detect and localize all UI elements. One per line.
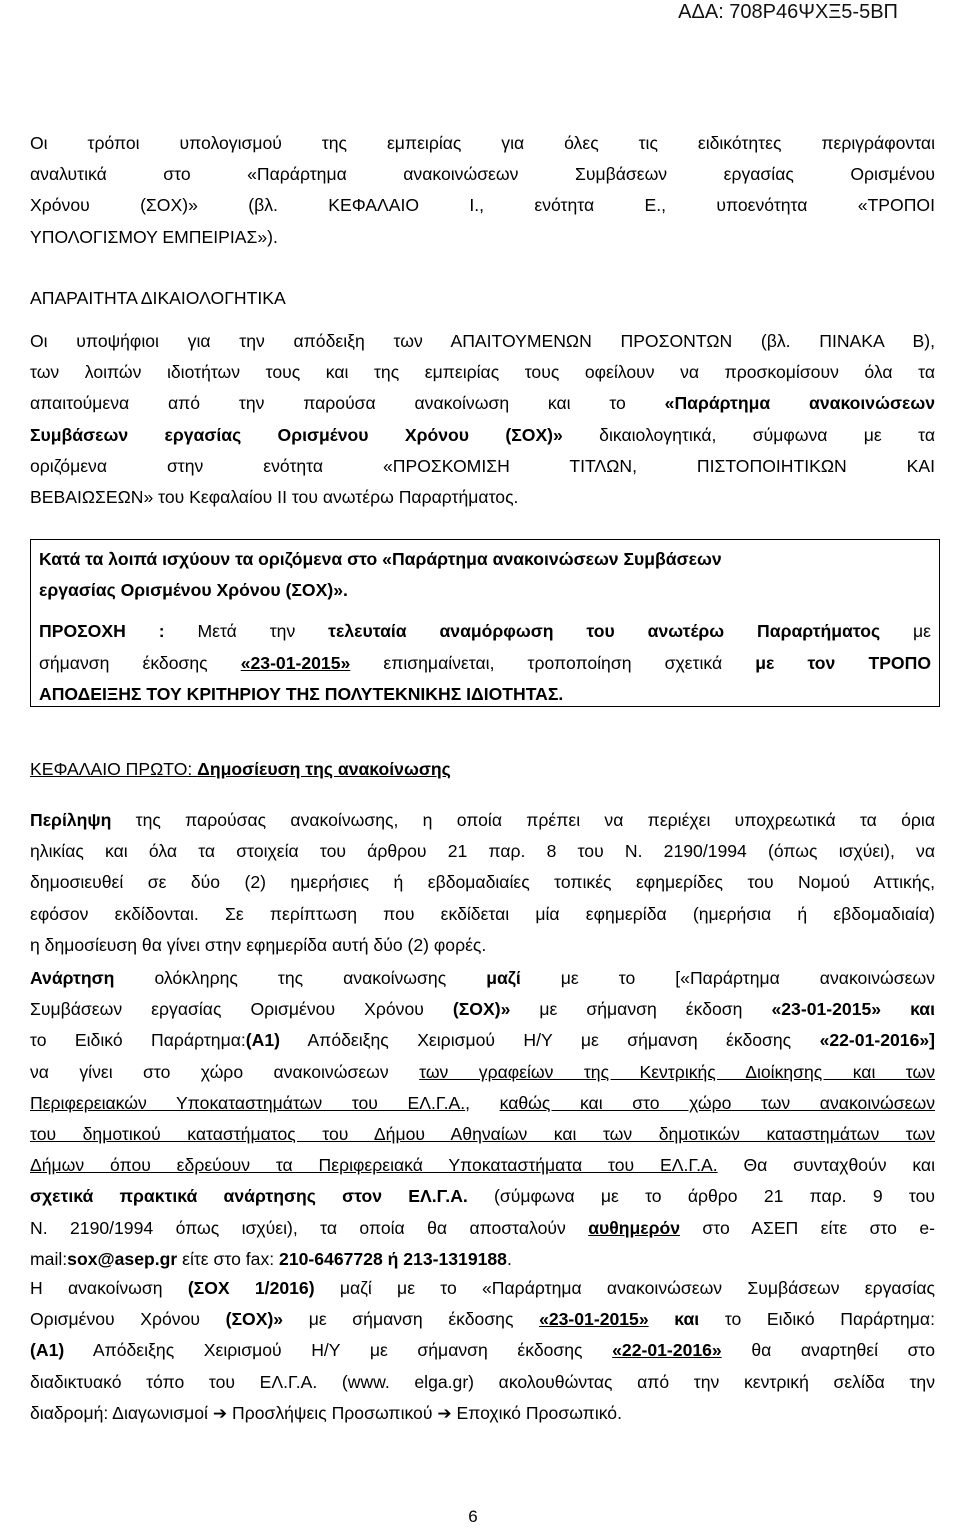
- version-date: «22-01-2016»: [612, 1340, 722, 1361]
- text-line: ηλικίας και όλα τα στοιχεία του άρθρου 21 παρ. 8 του Ν. 2190/1994 (όπως ισχύει), να: [30, 841, 935, 862]
- text-line: Χρόνου (ΣΟΧ)» (βλ. ΚΕΦΑΛΑΙΟ Ι., ενότητα Ε., υποενότητα «ΤΡΟΠΟΙ: [30, 195, 935, 216]
- text-span: της παρούσας ανακοίνωσης, η οποία πρέπει να περιέχει υποχρεωτικά τα όρια: [111, 810, 935, 830]
- text-span-bold: σχετικά πρακτικά ανάρτησης στον ΕΛ.Γ.Α.: [30, 1186, 468, 1207]
- posting-label: Ανάρτηση: [30, 968, 115, 988]
- text-span-underlined: Περιφερειακών Υποκαταστημάτων του ΕΛ.Γ.Α.: [30, 1092, 466, 1113]
- text-line: αναλυτικά στο «Παράρτημα ανακοινώσεων Συμβάσεων εργασίας Ορισμένου: [30, 164, 935, 185]
- text-span: Απόδειξης Χειρισμού Η/Υ με σήμανση έκδοσης: [64, 1340, 613, 1361]
- text-line: δημοσιευθεί σε δύο (2) ημερήσιες ή εβδομαδιαίες τοπικές εφημερίδες του Νομού Αττικής,: [30, 872, 935, 893]
- text-span: είτε στο fax:: [177, 1248, 280, 1269]
- chapter-title: Δημοσίευση της ανακοίνωσης: [197, 759, 451, 779]
- text-line: [30, 1273, 935, 1304]
- text-line: [30, 388, 935, 419]
- same-day-emphasis: αυθημερόν: [588, 1217, 681, 1238]
- text-span-underlined: καθώς και στο χώρο των ανακοινώσεων: [499, 1092, 935, 1113]
- text-span: Η ανακοίνωση: [30, 1278, 188, 1298]
- text-line: [30, 1335, 935, 1366]
- text-span: διαδρομή: Διαγωνισμοί: [30, 1402, 213, 1423]
- text-span: σήμανση έκδοσης: [39, 652, 241, 673]
- text-span-bold: (Α1): [30, 1340, 65, 1361]
- version-date: «23-01-2015»: [539, 1309, 649, 1330]
- text-span: να γίνει στο χώρο ανακοινώσεων: [30, 1061, 420, 1082]
- text-span-bold: μαζί: [486, 968, 521, 988]
- required-documents-heading: [30, 283, 935, 314]
- text-span: Συμβάσεων εργασίας Ορισμένου Χρόνου: [30, 999, 453, 1020]
- text-span: ,: [465, 1092, 500, 1113]
- text-line: [30, 1150, 935, 1181]
- version-date: «23-01-2015»: [240, 652, 351, 673]
- chapter-heading: [30, 754, 935, 785]
- text-line: ΒΕΒΑΙΩΣΕΩΝ» του Κεφαλαίου ΙΙ του ανωτέρω Παραρτήματος.: [30, 487, 519, 508]
- text-line: Οι τρόποι υπολογισμού της εμπειρίας για όλες τις ειδικότητες περιγράφονται: [30, 133, 935, 153]
- text-line: [39, 648, 931, 679]
- text-span-bold: με τον ΤΡΟΠΟ: [755, 652, 931, 673]
- text-span: στο ΑΣΕΠ είτε στο e-: [680, 1217, 936, 1238]
- annex-title-bold: «Παράρτημα ανακοινώσεων: [664, 393, 935, 414]
- text-span: Απόδειξης Χειρισμού Η/Υ με σήμανση έκδοσης: [280, 1030, 820, 1051]
- text-span: .: [506, 1248, 512, 1269]
- text-line: [30, 420, 935, 451]
- text-line: ΥΠΟΛΟΓΙΣΜΟΥ ΕΜΠΕΙΡΙΑΣ»).: [30, 226, 278, 247]
- required-documents-paragraph: [30, 326, 935, 513]
- text-line: [30, 1213, 935, 1244]
- text-span: με σήμανση έκδοση: [510, 999, 772, 1020]
- text-line: [30, 805, 935, 836]
- text-line: διαδικτυακό τόπο του ΕΛ.Γ.Α. (www. elga.gr) ακολουθώντας από την κεντρική σελίδα την: [30, 1371, 935, 1392]
- arrow-right-icon: ➔: [437, 1403, 452, 1423]
- text-span-bold: «23-01-2015» και: [771, 999, 936, 1020]
- text-line: η δημοσίευση θα γίνει στην εφημερίδα αυτή δύο (2) φορές.: [30, 934, 487, 955]
- text-span: Προσλήψεις Προσωπικού: [227, 1402, 438, 1423]
- text-line: Οι υποψήφιοι για την απόδειξη των ΑΠΑΙΤΟΥΜΕΝΩΝ ΠΡΟΣΟΝΤΩΝ (βλ. ΠΙΝΑΚΑ Β),: [30, 331, 935, 351]
- text-span-bold: (ΣΟΧ)»: [452, 999, 511, 1020]
- text-line: ΑΠΟΔΕΙΞΗΣ ΤΟΥ ΚΡΙΤΗΡΙΟΥ ΤΗΣ ΠΟΛΥΤΕΚΝΙΚΗΣ ΙΔΙΟΤΗΤΑΣ.: [39, 683, 564, 704]
- text-span: [649, 1309, 675, 1329]
- text-span: ολόκληρης της ανακοίνωσης: [114, 968, 487, 988]
- chapter-label: ΚΕΦΑΛΑΙΟ ΠΡΩΤΟ:: [30, 759, 198, 779]
- text-span: Ν. 2190/1994 όπως ισχύει), τα οποία θα αποσταλούν: [30, 1217, 589, 1238]
- text-span: Ορισμένου Χρόνου: [30, 1309, 226, 1330]
- text-line: εργασίας Ορισμένου Χρόνου (ΣΟΧ)».: [39, 580, 348, 601]
- text-line: των λοιπών ιδιοτήτων τους και της εμπειρίας τους οφείλουν να προσκομίσουν όλα τα: [30, 362, 935, 383]
- text-line: οριζόμενα στην ενότητα «ΠΡΟΣΚΟΜΙΣΗ ΤΙΤΛΩΝ, ΠΙΣΤΟΠΟΙΗΤΙΚΩΝ ΚΑΙ: [30, 455, 935, 476]
- text-span: μαζί με το «Παράρτημα ανακοινώσεων Συμβάσεων εργασίας: [314, 1278, 935, 1298]
- text-span-bold: τελευταία αναμόρφωση του ανωτέρω Παραρτήματος: [328, 621, 881, 642]
- text-span: επισημαίνεται, τροποποίηση σχετικά: [350, 652, 756, 673]
- text-span: Θα συνταχθούν και: [717, 1155, 935, 1176]
- page-number: 6: [468, 1507, 478, 1526]
- text-span: δικαιολογητικά, σύμφωνα με τα: [562, 424, 935, 445]
- text-line: [30, 1025, 935, 1056]
- text-span-bold: (Α1): [245, 1030, 280, 1051]
- text-span: Μετά την: [164, 621, 329, 642]
- text-line: [30, 963, 935, 994]
- text-line: του δημοτικού καταστήματος του Δήμου Αθηναίων και των δημοτικών καταστημάτων των: [30, 1124, 935, 1145]
- experience-calculation-paragraph: [30, 128, 935, 253]
- text-line: [30, 1057, 935, 1088]
- annex-title-bold: Συμβάσεων εργασίας Ορισμένου Χρόνου (ΣΟΧ)»: [30, 424, 563, 445]
- web-posting-paragraph: [30, 1273, 935, 1429]
- text-span-bold: και: [674, 1309, 700, 1330]
- attention-label: ΠΡΟΣΟΧΗ :: [39, 621, 165, 642]
- text-span: το Ειδικό Παράρτημα:: [30, 1030, 246, 1051]
- text-span: θα αναρτηθεί στο: [721, 1340, 936, 1361]
- text-line: εφόσον εκδίδονται. Σε περίπτωση που εκδίδεται μία εφημερίδα (ημερήσια ή εβδομαδιαία): [30, 903, 935, 924]
- text-line: [30, 1088, 935, 1119]
- posting-paragraph: [30, 963, 935, 1275]
- summary-label: Περίληψη: [30, 810, 112, 830]
- text-line: [30, 1181, 935, 1212]
- fax-numbers: 210-6467728 ή 213-1319188: [279, 1248, 507, 1269]
- ada-code: ΑΔΑ: 708Ρ46ΨΧΞ5-5ΒΠ: [678, 1, 898, 23]
- chapter-title-line: [30, 754, 935, 785]
- text-line: [30, 1304, 935, 1335]
- arrow-right-icon: ➔: [212, 1403, 228, 1423]
- navigation-path: [30, 1398, 935, 1429]
- text-span: με το [«Παράρτημα ανακοινώσεων: [520, 968, 935, 988]
- text-span: με: [880, 621, 931, 642]
- text-span-bold: «22-01-2016»]: [819, 1030, 936, 1051]
- validity-note: [39, 544, 931, 606]
- announcement-code: (ΣΟΧ 1/2016): [187, 1278, 315, 1298]
- text-span: Εποχικό Προσωπικό.: [451, 1402, 622, 1423]
- text-span: με σήμανση έκδοσης: [283, 1309, 540, 1330]
- text-span-underlined: Δήμων όπου εδρεύουν τα Περιφερειακά Υποκαταστήματα του ΕΛ.Γ.Α.: [30, 1155, 718, 1176]
- text-span: (σύμφωνα με το άρθρο 21 παρ. 9 του: [467, 1186, 935, 1207]
- text-span: mail:: [30, 1248, 68, 1269]
- text-span: απαιτούμενα από την παρούσα ανακοίνωση και το: [30, 393, 665, 414]
- text-span: το Ειδικό Παράρτημα:: [699, 1309, 935, 1330]
- text-line: [30, 994, 935, 1025]
- text-line: Κατά τα λοιπά ισχύουν τα οριζόμενα στο «Παράρτημα ανακοινώσεων Συμβάσεων: [39, 549, 722, 569]
- attention-box: [30, 539, 940, 707]
- summary-paragraph: [30, 805, 935, 961]
- text-line: [30, 1244, 935, 1275]
- text-span-underlined: των γραφείων της Κεντρικής Διοίκησης και των: [419, 1061, 936, 1082]
- text-line: [39, 616, 931, 647]
- email-address: sox@asep.gr: [67, 1248, 178, 1269]
- text-span-bold: (ΣΟΧ)»: [225, 1309, 284, 1330]
- section-heading: ΑΠΑΡΑΙΤΗΤΑ ΔΙΚΑΙΟΛΟΓΗΤΙΚΑ: [30, 288, 286, 308]
